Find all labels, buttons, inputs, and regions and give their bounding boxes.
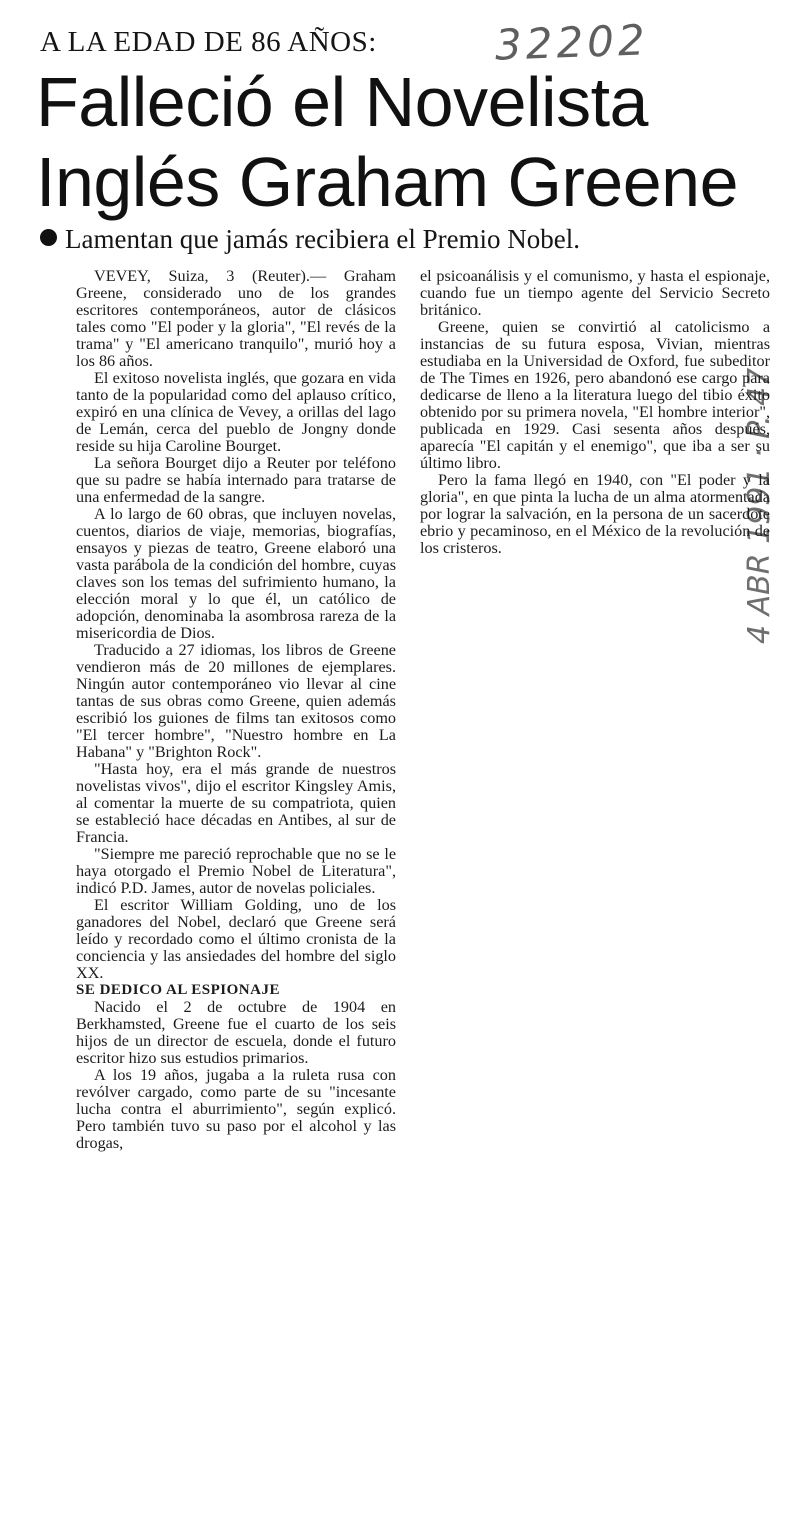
article-column-1: [76, 268, 396, 1152]
paragraph: Greene, quien se convirtió al catolicismo a instancias de su futura esposa, Vivian, mientras estudiaba en la Universidad de Oxford, fue subeditor de The Times en 1926, pero abandonó ese cargo para dedicarse de lleno a la literatura luego del tibio éxito obtenido por su primera novela, "El hombre interior", publicada en 1929. Casi sesenta años después, aparecía "El capitán y el enemigo", que iba a ser su último libro.: [420, 318, 770, 472]
paragraph: "Hasta hoy, era el más grande de nuestros novelistas vivos", dijo el escritor Kingsley Amis, al comentar la muerte de su compatriota, quien se estableció hace décadas en Antibes, al sur de Francia.: [76, 760, 396, 846]
paragraph: VEVEY, Suiza, 3 (Reuter).— Graham Greene, considerado uno de los grandes escritores contemporáneos, autor de clásicos tales como "El poder y la gloria", "El revés de la trama" y "El americano tranquilo", murió hoy a los 86 años.: [76, 267, 396, 370]
paragraph: El escritor William Golding, uno de los ganadores del Nobel, declaró que Greene será leído y recordado como el último cronista de la conciencia y las ansiedades del hombre del siglo XX.: [76, 896, 396, 982]
deck: [40, 224, 580, 255]
kicker: A LA EDAD DE 86 AÑOS:: [40, 26, 377, 58]
paragraph: "Siempre me pareció reprochable que no se le haya otorgado el Premio Nobel de Literatura", indicó P.D. James, autor de novelas policiales.: [76, 845, 396, 897]
deck-text: Lamentan que jamás recibiera el Premio Nobel.: [65, 224, 581, 254]
article-column-2: [420, 268, 770, 557]
paragraph: Nacido el 2 de octubre de 1904 en Berkhamsted, Greene fue el cuarto de los seis hijos de un director de escuela, donde el futuro escritor hizo sus estudios primarios.: [76, 998, 396, 1067]
paragraph: Traducido a 27 idiomas, los libros de Greene vendieron más de 20 millones de ejemplares. Ningún autor contemporáneo vio llevar al cine tantas de sus obras como Greene, quien además escribió los guiones de films tan exitosos como "El tercer hombre", "Nuestro hombre en La Habana" y "Brighton Rock".: [76, 641, 396, 761]
subheading: SE DEDICO AL ESPIONAJE: [76, 982, 280, 998]
date-stamp-text: 4 ABR 1991 · P. 47: [742, 367, 777, 644]
bullet-icon: [40, 229, 57, 246]
paragraph: Pero la fama llegó en 1940, con "El poder y la gloria", en que pinta la lucha de un alma atormentada por lograr la salvación, en la persona de un sacerdote ebrio y pecaminoso, en el México de la revolución de los cristeros.: [420, 471, 770, 557]
paragraph: La señora Bourget dijo a Reuter por teléfono que su padre se había internado para tratarse de una enfermedad de la sangre.: [76, 454, 396, 506]
paragraph: A lo largo de 60 obras, que incluyen novelas, cuentos, diarios de viaje, memorias, biografías, ensayos y piezas de teatro, Greene elaboró una vasta parábola de la condición del hombre, cuyas claves son los temas del sufrimiento humano, la elección moral y lo que él, un católico de adopción, denominaba la asombrosa rareza de la misericordia de Dios.: [76, 505, 396, 642]
paragraph: el psicoanálisis y el comunismo, y hasta el espionaje, cuando fue un tiempo agente del Servicio Secreto británico.: [420, 267, 770, 319]
headline: Falleció el Novelista Inglés Graham Greene: [36, 63, 739, 221]
paragraph: El exitoso novelista inglés, que gozara en vida tanto de la popularidad como del aplauso crítico, expiró en una clínica de Vevey, a orillas del lago de Lemán, cerca del pueblo de Jongny donde reside su hija Caroline Bourget.: [76, 369, 396, 455]
handwritten-number: 32202: [494, 15, 650, 70]
paragraph: A los 19 años, jugaba a la ruleta rusa con revólver cargado, como parte de su "incesante lucha contra el aburrimiento", según explicó. Pero también tuvo su paso por el alcohol y las drogas,: [76, 1066, 396, 1152]
